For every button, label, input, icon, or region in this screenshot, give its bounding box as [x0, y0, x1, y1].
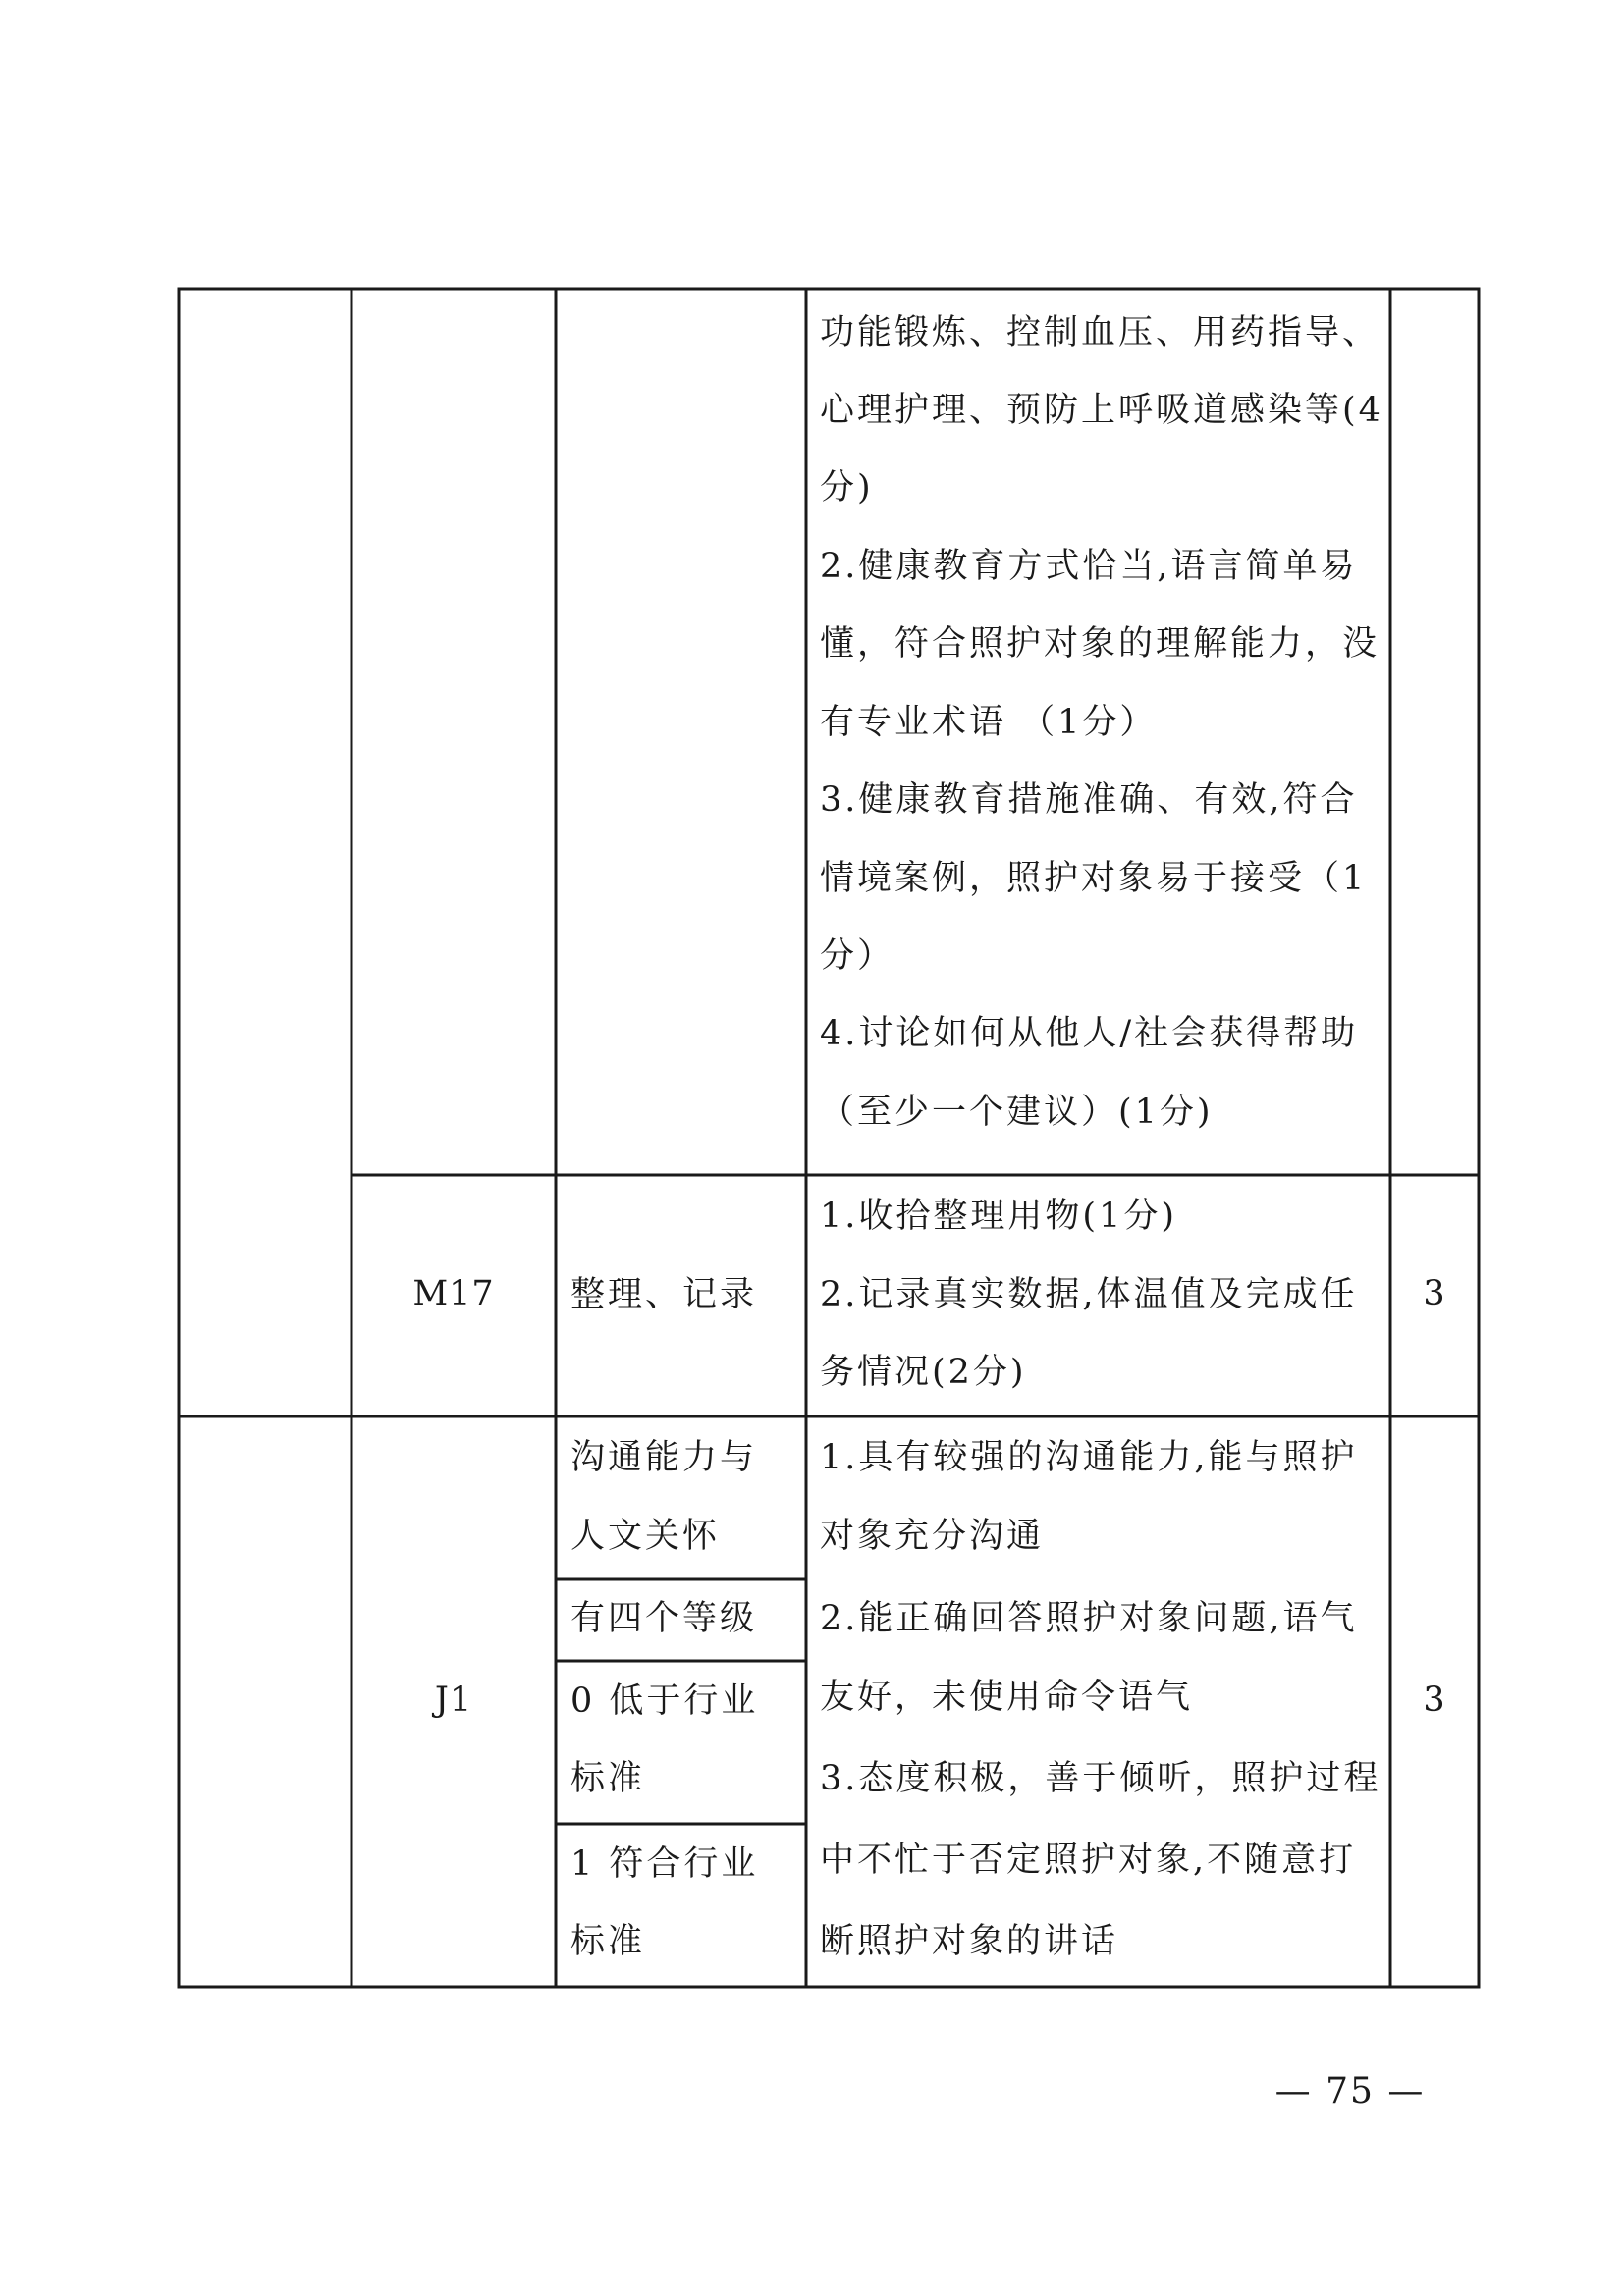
item-block-line: 1 符合行业	[570, 1844, 759, 1884]
criteria-line: 断照护对象的讲话	[820, 1922, 1119, 1961]
item-score: 3	[1423, 1274, 1446, 1313]
item-block-line: 有四个等级	[570, 1599, 758, 1638]
criteria-line: 友好，未使用命令语气	[820, 1678, 1194, 1717]
item-block-line: 0 低于行业	[570, 1682, 759, 1721]
criteria-line: 2.健康教育方式恰当,语言简单易	[820, 547, 1358, 586]
criteria-line: 有专业术语 （1分）	[820, 703, 1158, 742]
item-score: 3	[1423, 1681, 1446, 1720]
criteria-line: 2.能正确回答照护对象问题,语气	[820, 1599, 1358, 1638]
criteria-line: 中不忙于否定照护对象,不随意打	[820, 1841, 1357, 1880]
item-block-line: 沟通能力与	[570, 1438, 758, 1477]
criteria-line: 分）	[820, 936, 895, 976]
criteria-line: 懂，符合照护对象的理解能力，没	[820, 624, 1380, 664]
criteria-line: 务情况(2分)	[820, 1353, 1027, 1392]
item-name: 整理、记录	[570, 1275, 758, 1314]
criteria-line: 3.态度积极，善于倾听，照护过程	[820, 1759, 1381, 1798]
criteria-line: 对象充分沟通	[820, 1517, 1045, 1556]
item-block-line: 标准	[570, 1922, 646, 1961]
criteria-line: 4.讨论如何从他人/社会获得帮助	[820, 1014, 1359, 1053]
criteria-line: 功能锻炼、控制血压、用药指导、	[820, 313, 1380, 352]
item-block-line: 标准	[570, 1759, 646, 1798]
criteria-line: 心理护理、预防上呼吸道感染等(4	[820, 391, 1383, 430]
criteria-line: 分)	[820, 468, 874, 507]
criteria-line: （至少一个建议）(1分)	[820, 1093, 1214, 1132]
criteria-line: 3.健康教育措施准确、有效,符合	[820, 780, 1358, 820]
item-block-line: 人文关怀	[570, 1517, 721, 1556]
item-code: M17	[412, 1274, 495, 1313]
criteria-line: 情境案例，照护对象易于接受（1	[820, 859, 1368, 898]
page-number: — 75 —	[1274, 2071, 1426, 2111]
criteria-line: 1.收拾整理用物(1分)	[820, 1197, 1177, 1236]
criteria-line: 2.记录真实数据,体温值及完成任	[820, 1275, 1358, 1314]
criteria-line: 1.具有较强的沟通能力,能与照护	[820, 1438, 1358, 1477]
item-code: J1	[434, 1681, 473, 1720]
